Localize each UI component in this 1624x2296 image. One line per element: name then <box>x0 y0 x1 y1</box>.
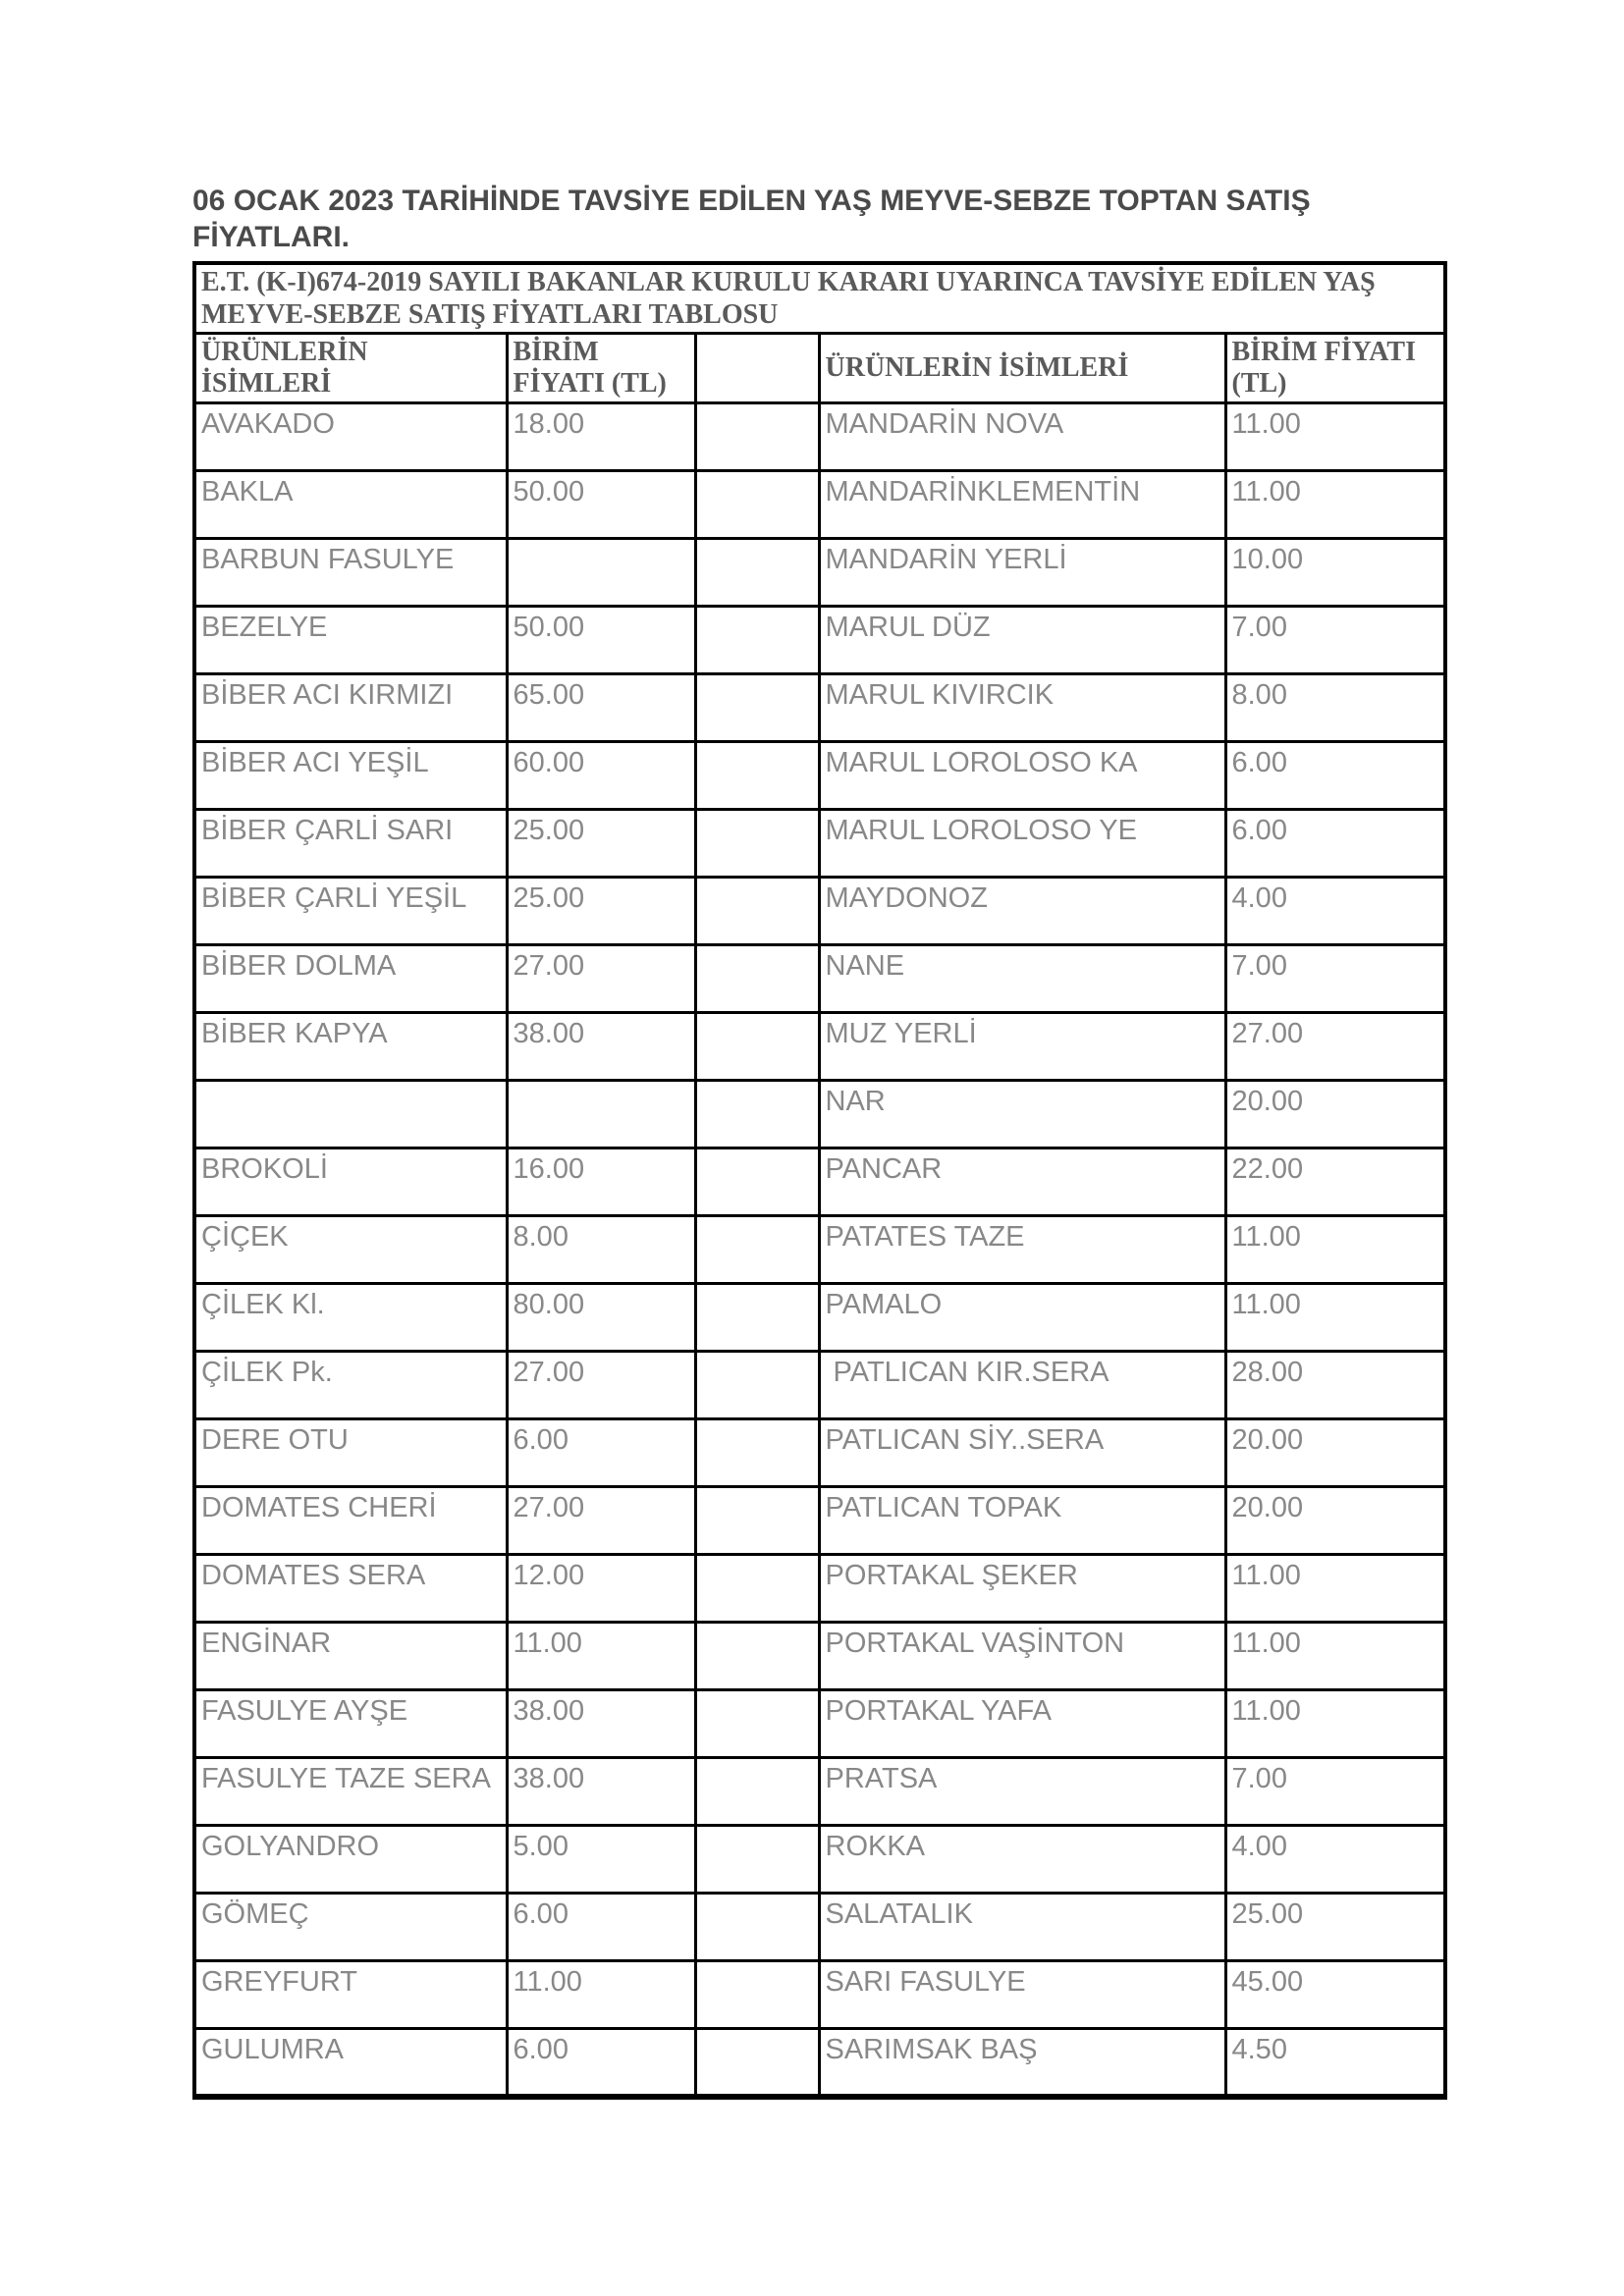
product-price-cell-left: 38.00 <box>507 1758 695 1826</box>
product-name-cell-right: PORTAKAL VAŞİNTON <box>819 1623 1225 1690</box>
product-name-cell-left: GULUMRA <box>194 2029 507 2097</box>
product-price-cell-left: 6.00 <box>507 1419 695 1487</box>
col-header-products-left: ÜRÜNLERİN İSİMLERİ <box>194 334 507 403</box>
product-name-cell-left: BROKOLİ <box>194 1148 507 1216</box>
table-row <box>194 1758 1445 1826</box>
product-name-cell-right: MANDARİN YERLİ <box>819 539 1225 607</box>
spacer-cell <box>695 1690 819 1758</box>
product-price-cell-right: 20.00 <box>1225 1419 1445 1487</box>
product-name-cell-left: BİBER ACI YEŞİL <box>194 742 507 810</box>
product-name-cell-left: DOMATES CHERİ <box>194 1487 507 1555</box>
product-name-cell-right: SALATALIK <box>819 1894 1225 1961</box>
product-name-cell-right: PATATES TAZE <box>819 1216 1225 1284</box>
product-price-cell-left: 65.00 <box>507 674 695 742</box>
price-table-body <box>194 403 1445 2097</box>
product-price-cell-left: 12.00 <box>507 1555 695 1623</box>
product-price-cell-left: 27.00 <box>507 1487 695 1555</box>
table-row <box>194 1081 1445 1148</box>
spacer-cell <box>695 945 819 1013</box>
col-header-products-right: ÜRÜNLERİN İSİMLERİ <box>819 334 1225 403</box>
product-name-cell-left: BİBER ÇARLİ SARI <box>194 810 507 878</box>
product-name-cell-right: PORTAKAL YAFA <box>819 1690 1225 1758</box>
product-price-cell-right: 10.00 <box>1225 539 1445 607</box>
product-name-cell-left: BİBER ACI KIRMIZI <box>194 674 507 742</box>
product-name-cell-left: BEZELYE <box>194 607 507 674</box>
product-price-cell-right: 11.00 <box>1225 1623 1445 1690</box>
product-price-cell-left: 16.00 <box>507 1148 695 1216</box>
table-row <box>194 607 1445 674</box>
product-price-cell-left: 60.00 <box>507 742 695 810</box>
product-price-cell-right: 6.00 <box>1225 742 1445 810</box>
band-header-cell: E.T. (K-I)674-2019 SAYILI BAKANLAR KURULU KARARI UYARINCA TAVSİYE EDİLEN YAŞ MEYVE-SEBZE SATIŞ FİYATLARI TABLOSU <box>194 263 1445 334</box>
product-name-cell-left <box>194 1081 507 1148</box>
table-row <box>194 1894 1445 1961</box>
table-row <box>194 1013 1445 1081</box>
table-row <box>194 1352 1445 1419</box>
table-column-header-row <box>194 334 1445 403</box>
product-price-cell-left: 8.00 <box>507 1216 695 1284</box>
product-price-cell-left: 6.00 <box>507 1894 695 1961</box>
table-row <box>194 1216 1445 1284</box>
product-price-cell-left: 38.00 <box>507 1013 695 1081</box>
table-row <box>194 810 1445 878</box>
spacer-cell <box>695 1894 819 1961</box>
product-price-cell-right: 4.50 <box>1225 2029 1445 2097</box>
product-name-cell-left: BİBER DOLMA <box>194 945 507 1013</box>
product-price-cell-right: 7.00 <box>1225 945 1445 1013</box>
spacer-cell <box>695 2029 819 2097</box>
product-name-cell-right: PANCAR <box>819 1148 1225 1216</box>
table-row <box>194 1419 1445 1487</box>
table-row <box>194 1148 1445 1216</box>
product-name-cell-left: DERE OTU <box>194 1419 507 1487</box>
product-name-cell-left: BİBER ÇARLİ YEŞİL <box>194 878 507 945</box>
spacer-cell <box>695 742 819 810</box>
product-name-cell-left: GREYFURT <box>194 1961 507 2029</box>
product-price-cell-right: 11.00 <box>1225 1555 1445 1623</box>
spacer-cell <box>695 1284 819 1352</box>
spacer-cell <box>695 1148 819 1216</box>
spacer-cell <box>695 1758 819 1826</box>
table-row <box>194 539 1445 607</box>
table-band-header-row <box>194 263 1445 334</box>
spacer-cell <box>695 1826 819 1894</box>
table-row <box>194 1284 1445 1352</box>
product-price-cell-left: 27.00 <box>507 945 695 1013</box>
table-row <box>194 742 1445 810</box>
product-price-cell-left: 38.00 <box>507 1690 695 1758</box>
product-price-cell-left: 6.00 <box>507 2029 695 2097</box>
table-row <box>194 403 1445 471</box>
product-name-cell-right: MUZ YERLİ <box>819 1013 1225 1081</box>
spacer-cell <box>695 471 819 539</box>
product-name-cell-right: MARUL LOROLOSO YE <box>819 810 1225 878</box>
product-name-cell-right: PATLICAN TOPAK <box>819 1487 1225 1555</box>
table-row <box>194 1826 1445 1894</box>
page-title: 06 OCAK 2023 TARİHİNDE TAVSİYE EDİLEN YAŞ MEYVE-SEBZE TOPTAN SATIŞ FİYATLARI. <box>192 185 1311 253</box>
product-price-cell-left: 50.00 <box>507 607 695 674</box>
product-name-cell-left: GÖMEÇ <box>194 1894 507 1961</box>
product-price-cell-right: 4.00 <box>1225 878 1445 945</box>
product-price-cell-right: 45.00 <box>1225 1961 1445 2029</box>
product-name-cell-left: ENGİNAR <box>194 1623 507 1690</box>
spacer-cell <box>695 1419 819 1487</box>
product-price-cell-left: 18.00 <box>507 403 695 471</box>
col-header-spacer <box>695 334 819 403</box>
product-name-cell-left: BARBUN FASULYE <box>194 539 507 607</box>
spacer-cell <box>695 674 819 742</box>
product-price-cell-right: 4.00 <box>1225 1826 1445 1894</box>
spacer-cell <box>695 607 819 674</box>
table-row <box>194 945 1445 1013</box>
spacer-cell <box>695 878 819 945</box>
table-row <box>194 1487 1445 1555</box>
table-row <box>194 1623 1445 1690</box>
product-name-cell-left: ÇİLEK Kl. <box>194 1284 507 1352</box>
spacer-cell <box>695 1013 819 1081</box>
product-name-cell-right: MANDARİNKLEMENTİN <box>819 471 1225 539</box>
product-name-cell-right: MARUL KIVIRCIK <box>819 674 1225 742</box>
product-price-cell-left: 50.00 <box>507 471 695 539</box>
price-table <box>192 261 1447 2100</box>
product-price-cell-left: 5.00 <box>507 1826 695 1894</box>
product-price-cell-right: 28.00 <box>1225 1352 1445 1419</box>
product-name-cell-right: NAR <box>819 1081 1225 1148</box>
product-name-cell-left: GOLYANDRO <box>194 1826 507 1894</box>
product-name-cell-right: MANDARİN NOVA <box>819 403 1225 471</box>
product-name-cell-left: BİBER KAPYA <box>194 1013 507 1081</box>
table-row <box>194 471 1445 539</box>
product-name-cell-right: SARIMSAK BAŞ <box>819 2029 1225 2097</box>
product-name-cell-right: PRATSA <box>819 1758 1225 1826</box>
spacer-cell <box>695 539 819 607</box>
product-price-cell-right: 20.00 <box>1225 1081 1445 1148</box>
product-price-cell-right: 27.00 <box>1225 1013 1445 1081</box>
product-name-cell-right: MARUL LOROLOSO KA <box>819 742 1225 810</box>
spacer-cell <box>695 1352 819 1419</box>
product-price-cell-right: 22.00 <box>1225 1148 1445 1216</box>
col-header-unit-price-left: BİRİM FİYATI (TL) <box>507 334 695 403</box>
product-name-cell-right: ROKKA <box>819 1826 1225 1894</box>
product-price-cell-left: 80.00 <box>507 1284 695 1352</box>
product-price-cell-right: 20.00 <box>1225 1487 1445 1555</box>
spacer-cell <box>695 1555 819 1623</box>
spacer-cell <box>695 1216 819 1284</box>
spacer-cell <box>695 1961 819 2029</box>
product-name-cell-right: MARUL DÜZ <box>819 607 1225 674</box>
product-price-cell-right: 7.00 <box>1225 607 1445 674</box>
spacer-cell <box>695 403 819 471</box>
table-row <box>194 674 1445 742</box>
spacer-cell <box>695 1081 819 1148</box>
product-price-cell-left: 27.00 <box>507 1352 695 1419</box>
product-price-cell-left: 25.00 <box>507 810 695 878</box>
product-name-cell-left: ÇİLEK Pk. <box>194 1352 507 1419</box>
product-name-cell-left: FASULYE TAZE SERA <box>194 1758 507 1826</box>
spacer-cell <box>695 1623 819 1690</box>
col-header-unit-price-right: BİRİM FİYATI (TL) <box>1225 334 1445 403</box>
product-name-cell-right: PATLICAN SİY..SERA <box>819 1419 1225 1487</box>
product-price-cell-right: 11.00 <box>1225 1690 1445 1758</box>
product-name-cell-right: MAYDONOZ <box>819 878 1225 945</box>
product-name-cell-left: DOMATES SERA <box>194 1555 507 1623</box>
product-price-cell-right: 7.00 <box>1225 1758 1445 1826</box>
product-price-cell-right: 25.00 <box>1225 1894 1445 1961</box>
product-price-cell-right: 11.00 <box>1225 1216 1445 1284</box>
table-row <box>194 2029 1445 2097</box>
product-name-cell-left: ÇİÇEK <box>194 1216 507 1284</box>
product-price-cell-right: 8.00 <box>1225 674 1445 742</box>
product-price-cell-left: 11.00 <box>507 1961 695 2029</box>
table-row <box>194 878 1445 945</box>
product-price-cell-right: 6.00 <box>1225 810 1445 878</box>
product-price-cell-right: 11.00 <box>1225 403 1445 471</box>
document-content <box>192 183 1459 2100</box>
product-name-cell-right: PAMALO <box>819 1284 1225 1352</box>
spacer-cell <box>695 810 819 878</box>
spacer-cell <box>695 1487 819 1555</box>
product-price-cell-left: 25.00 <box>507 878 695 945</box>
product-name-cell-left: FASULYE AYŞE <box>194 1690 507 1758</box>
product-name-cell-left: AVAKADO <box>194 403 507 471</box>
product-name-cell-right: SARI FASULYE <box>819 1961 1225 2029</box>
product-price-cell-right: 11.00 <box>1225 471 1445 539</box>
product-price-cell-left <box>507 1081 695 1148</box>
product-name-cell-right: PATLICAN KIR.SERA <box>819 1352 1225 1419</box>
product-price-cell-left: 11.00 <box>507 1623 695 1690</box>
table-row <box>194 1555 1445 1623</box>
product-name-cell-right: NANE <box>819 945 1225 1013</box>
table-row <box>194 1690 1445 1758</box>
table-row <box>194 1961 1445 2029</box>
product-name-cell-right: PORTAKAL ŞEKER <box>819 1555 1225 1623</box>
product-name-cell-left: BAKLA <box>194 471 507 539</box>
product-price-cell-right: 11.00 <box>1225 1284 1445 1352</box>
product-price-cell-left <box>507 539 695 607</box>
